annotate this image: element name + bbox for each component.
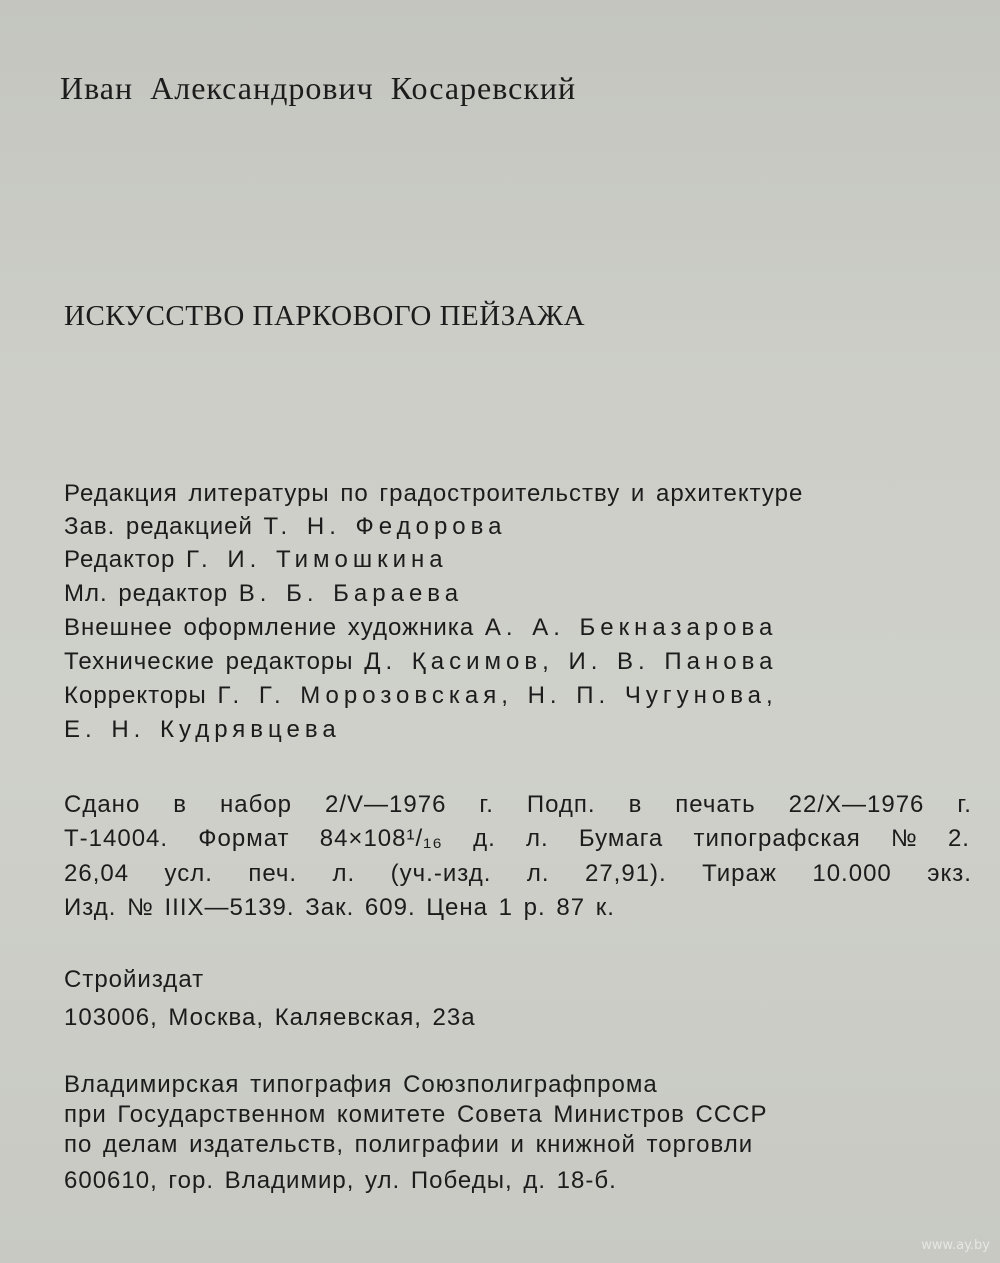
imprint-line-1 xyxy=(64,793,972,817)
imprint-line-2 xyxy=(64,827,970,851)
credit-label: Редакция литературы по градостроительству и архитектуре xyxy=(64,480,804,507)
imprint-word: 22/X—1976 xyxy=(788,791,925,818)
credit-label: Зав. редакцией xyxy=(64,513,253,540)
credit-label: Технические редакторы xyxy=(64,648,354,675)
book-title: ИСКУССТВО ПАРКОВОГО ПЕЙЗАЖА xyxy=(64,300,586,332)
imprint-word: печать xyxy=(675,791,756,818)
credit-line xyxy=(64,684,778,708)
credit-name: Г. И. Тимошкина xyxy=(185,546,448,573)
imprint-word: в xyxy=(628,791,643,818)
imprint-word: 26,04 xyxy=(64,860,130,887)
imprint-word: усл. xyxy=(164,860,213,887)
imprint-word: Сдано xyxy=(64,791,141,818)
imprint-word: набор xyxy=(219,791,293,818)
credit-name: А. А. Бекназарова xyxy=(484,614,778,641)
imprint-word: № xyxy=(890,825,918,852)
publisher-address: 103006, Москва, Каляевская, 23а xyxy=(64,1004,476,1031)
imprint-word: 27,91). xyxy=(584,860,667,887)
imprint-line-3 xyxy=(64,862,972,886)
publisher-name: Стройиздат xyxy=(64,966,205,993)
printer-line-3: по делам издательств, полиграфии и книжной торговли xyxy=(64,1131,754,1158)
printer-line-2: при Государственном комитете Совета Министров СССР xyxy=(64,1101,768,1128)
imprint-word: 2. xyxy=(947,825,970,852)
printer-address: 600610, гор. Владимир, ул. Победы, д. 18-б. xyxy=(64,1167,617,1194)
imprint-word: г. xyxy=(957,791,972,818)
editorial-department xyxy=(64,482,803,506)
imprint-word: (уч.-изд. xyxy=(390,860,492,887)
printer-line-1: Владимирская типография Союзполиграфпрома xyxy=(64,1071,658,1098)
credit-name: Т. Н. Федорова xyxy=(263,513,507,540)
imprint-word: л. xyxy=(332,860,356,887)
imprint-word: г. xyxy=(479,791,494,818)
credit-label: Мл. редактор xyxy=(64,580,229,607)
credit-name: В. Б. Бараева xyxy=(238,580,464,607)
imprint-word: л. xyxy=(526,860,550,887)
imprint-line-4: Изд. № IIIX—5139. Зак. 609. Цена 1 р. 87 к. xyxy=(64,894,615,921)
credit-line xyxy=(64,616,777,640)
imprint-word: Бумага xyxy=(578,825,664,852)
imprint-word: д. xyxy=(473,825,496,852)
credit-name: Д. Қасимов, И. В. Панова xyxy=(364,648,778,675)
imprint-word: л. xyxy=(526,825,549,852)
credit-line xyxy=(64,582,463,606)
credit-line xyxy=(64,718,341,742)
credit-label: Корректоры xyxy=(64,682,207,709)
credit-line xyxy=(64,548,448,572)
imprint-word: Формат xyxy=(198,825,290,852)
credit-name: Г. Г. Морозовская, Н. П. Чугунова, xyxy=(217,682,778,709)
credit-line xyxy=(64,650,777,674)
imprint-word: Тираж xyxy=(702,860,777,887)
imprint-word: экз. xyxy=(927,860,972,887)
imprint-word: Т-14004. xyxy=(64,825,169,852)
imprint-word: Подп. xyxy=(526,791,596,818)
imprint-word: 2/V—1976 xyxy=(325,791,447,818)
imprint-word: в xyxy=(173,791,188,818)
credit-label: Внешнее оформление художника xyxy=(64,614,475,641)
imprint-word: типографская xyxy=(693,825,861,852)
credit-label: Редактор xyxy=(64,546,176,573)
imprint-word: 84×108¹/₁₆ xyxy=(319,825,443,852)
author-name: Иван Александрович Косаревский xyxy=(60,70,577,106)
credit-line xyxy=(64,515,506,539)
watermark: www.ay.by xyxy=(921,1238,990,1253)
credit-name: Е. Н. Кудрявцева xyxy=(64,716,341,743)
imprint-word: 10.000 xyxy=(812,860,892,887)
imprint-word: печ. xyxy=(248,860,298,887)
